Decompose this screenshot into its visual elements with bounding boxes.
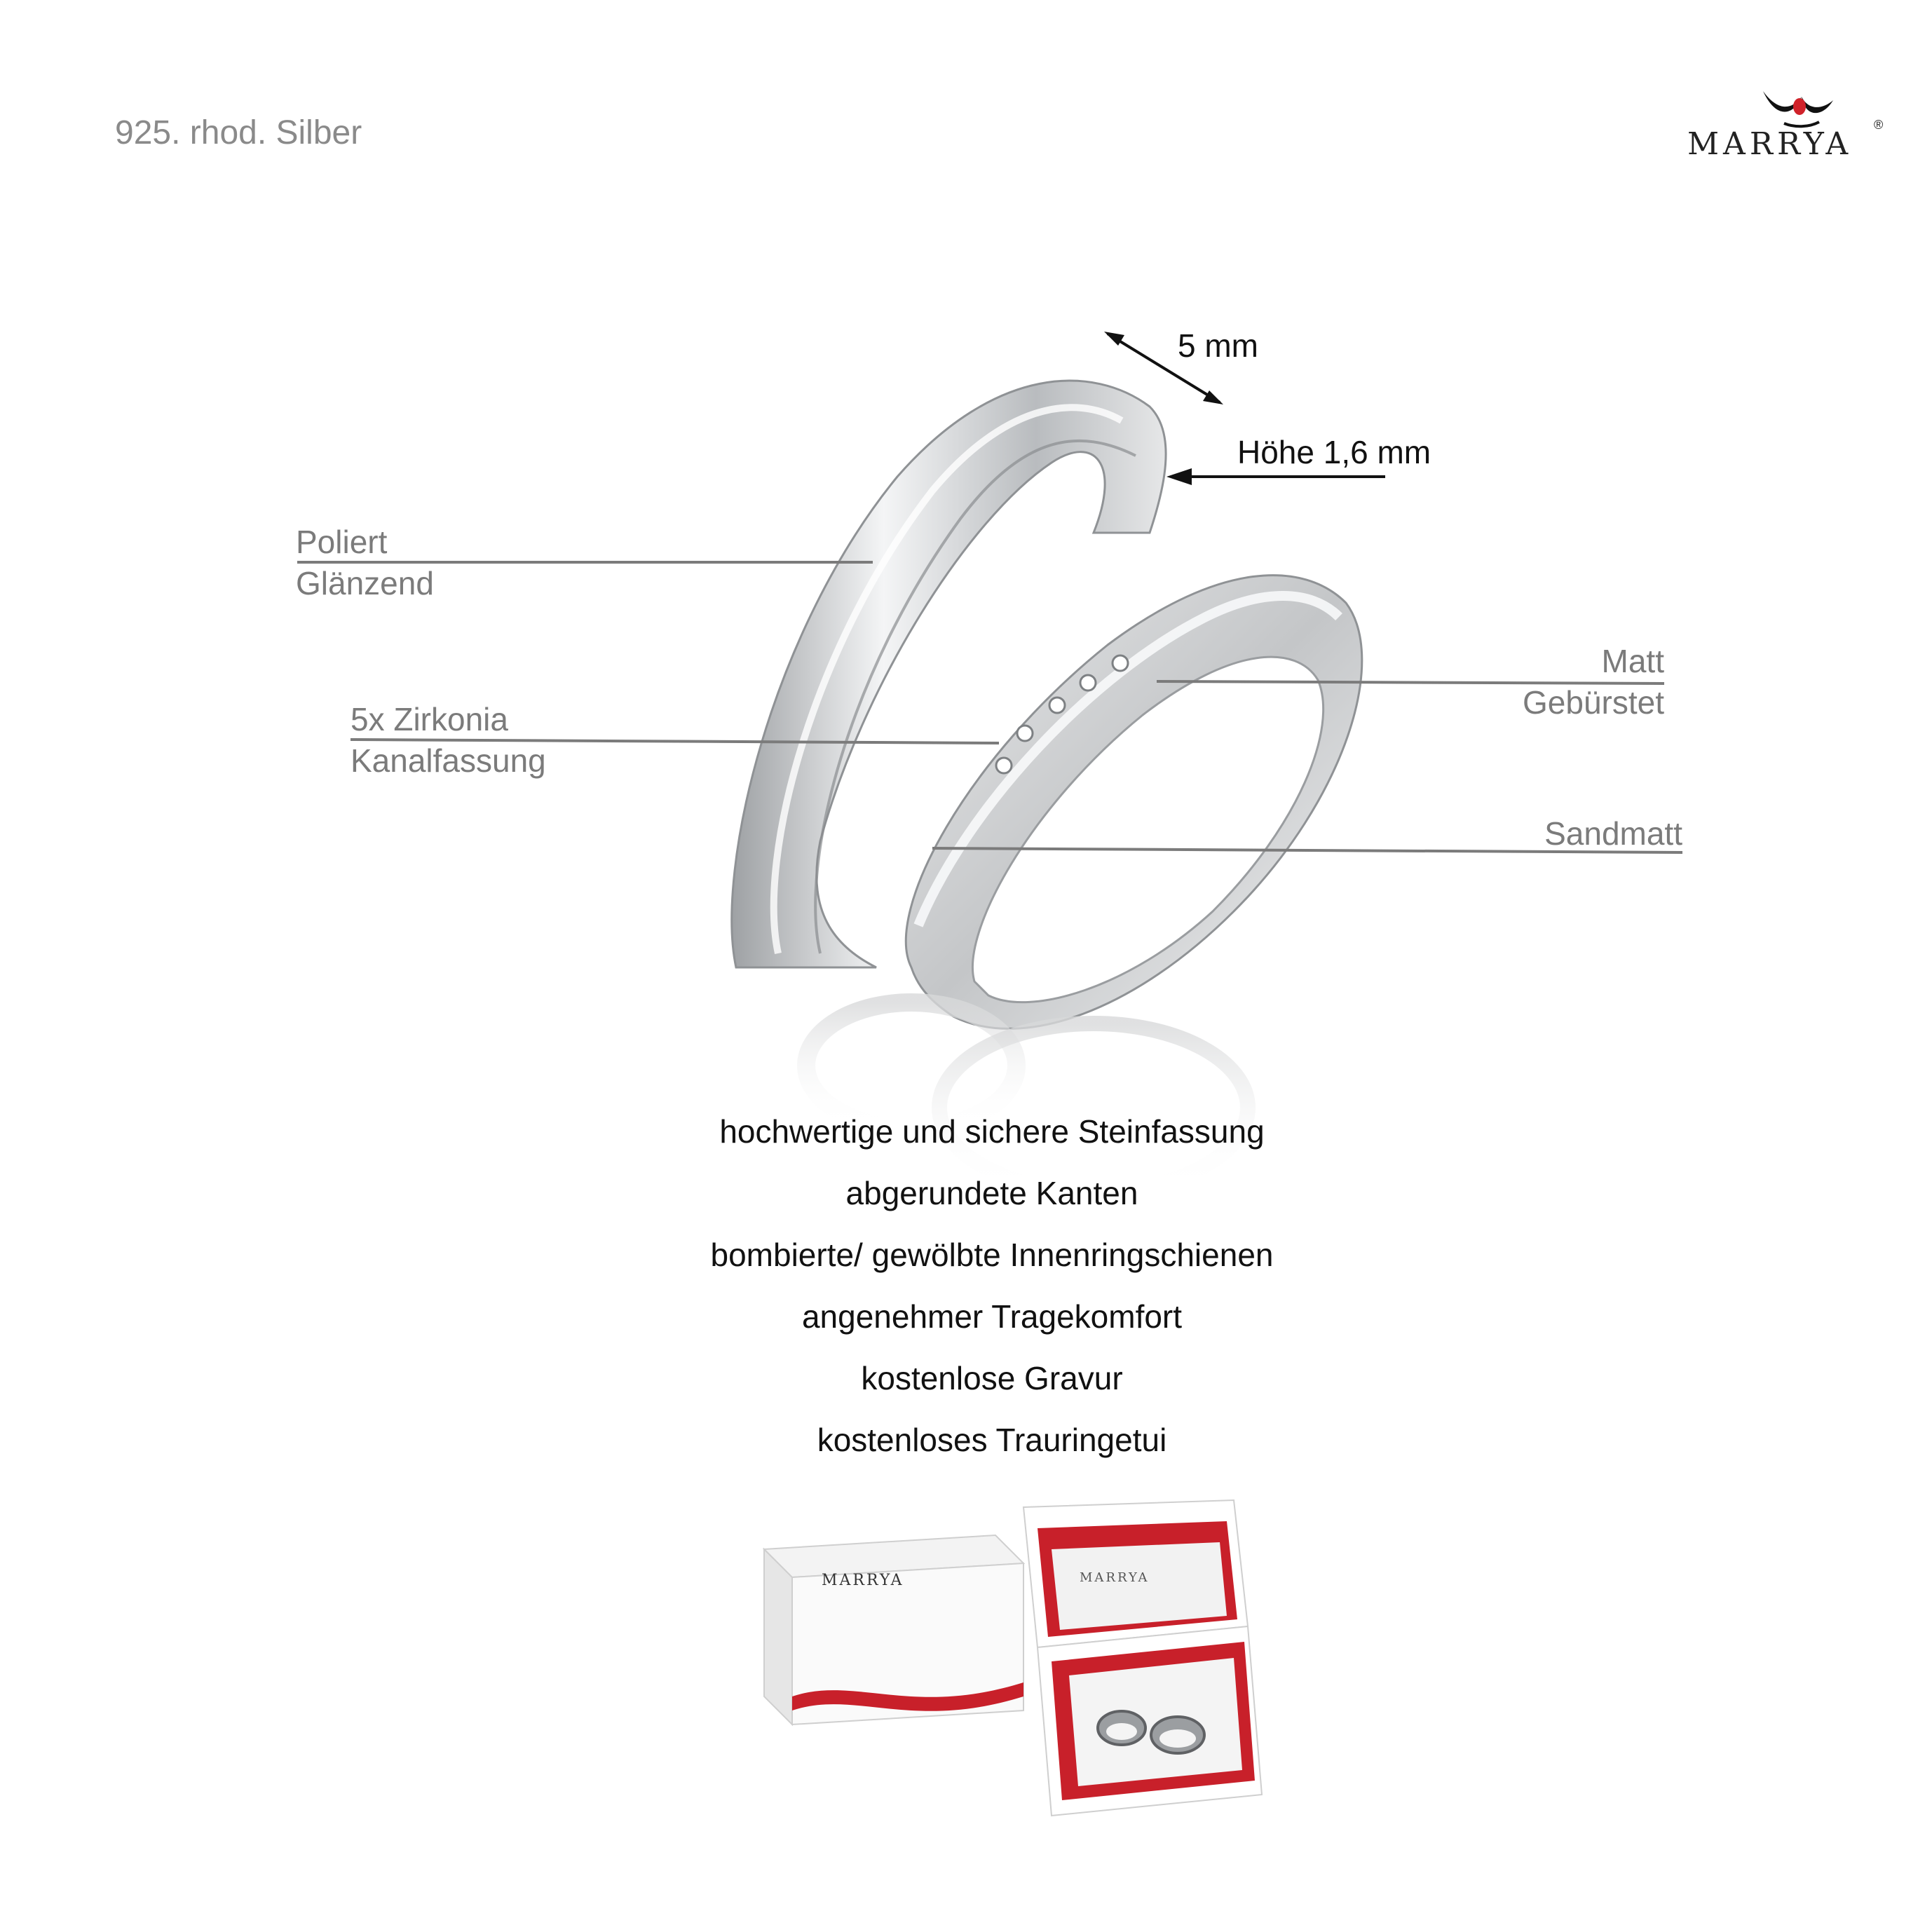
callout-gebuerstet: Gebürstet xyxy=(1523,684,1664,721)
logo-wordmark: MARRYA xyxy=(1687,126,1853,162)
width-label: 5 mm xyxy=(1178,327,1258,364)
callout-glaenzend: Glänzend xyxy=(296,565,434,601)
closed-box xyxy=(764,1535,1023,1724)
callout-poliert: Poliert xyxy=(296,524,388,560)
feature-item: angenehmer Tragekomfort xyxy=(801,1298,1183,1335)
ring-box-illustration xyxy=(743,1486,1276,1851)
feature-item: abgerundete Kanten xyxy=(845,1175,1138,1211)
box-inner-logo: MARRYA xyxy=(1080,1570,1150,1585)
height-label: Höhe 1,6 mm xyxy=(1237,434,1431,470)
box-lid-logo: MARRYA xyxy=(822,1572,904,1589)
feature-item: kostenlose Gravur xyxy=(861,1360,1123,1396)
open-box xyxy=(1023,1500,1262,1816)
registered-mark: ® xyxy=(1874,118,1884,132)
ring-right xyxy=(906,576,1361,1029)
callout-kanalfassung: Kanalfassung xyxy=(351,742,546,779)
feature-item: bombierte/ gewölbte Innenringschienen xyxy=(710,1237,1274,1273)
feature-item: hochwertige und sichere Steinfassung xyxy=(719,1113,1265,1150)
feature-item: kostenloses Trauringetui xyxy=(817,1422,1167,1458)
feature-list xyxy=(0,1101,1932,1471)
material-label: 925. rhod. Silber xyxy=(115,114,362,151)
callout-zirkonia: 5x Zirkonia xyxy=(351,701,508,737)
callout-matt: Matt xyxy=(1601,643,1664,679)
callout-sandmatt: Sandmatt xyxy=(1544,815,1682,852)
